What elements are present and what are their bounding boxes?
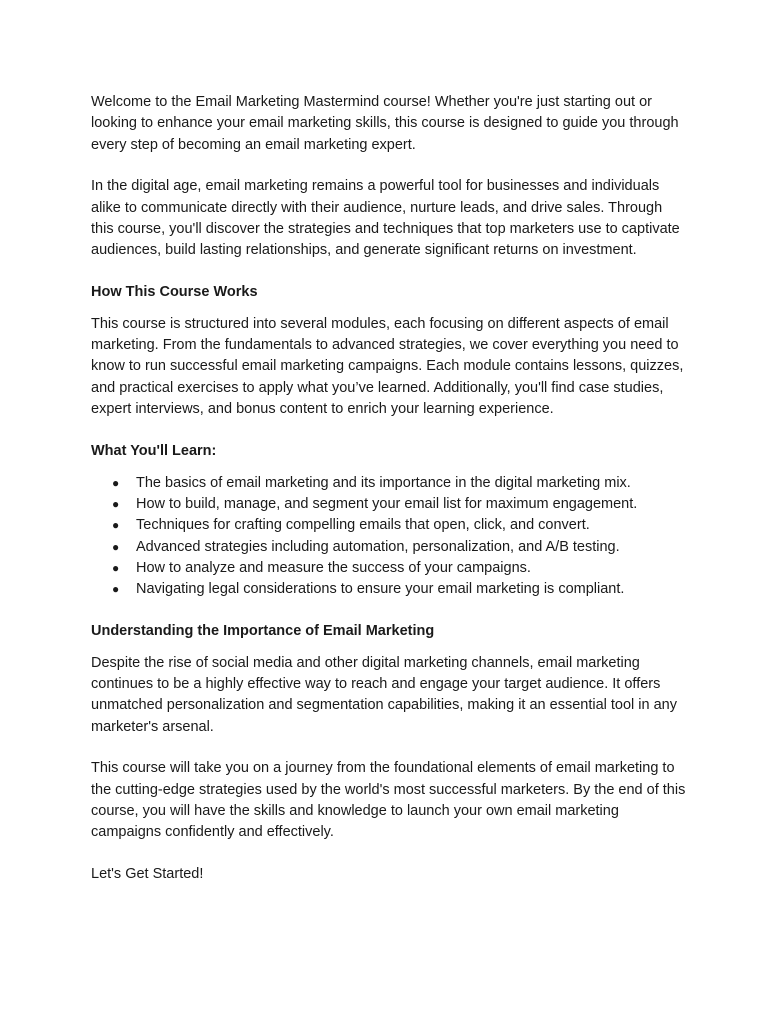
list-item-text: How to analyze and measure the success of your campaigns. xyxy=(136,559,531,576)
intro-paragraph-1: Welcome to the Email Marketing Mastermind course! Whether you're just starting out or looking to enhance your email marketing skills, this course is designed to guide you through every step of becoming an email marketing expert. xyxy=(91,94,679,153)
bullet-icon: ● xyxy=(112,539,120,554)
list-item xyxy=(91,473,686,494)
bullet-icon: ● xyxy=(112,560,120,575)
importance-body-1: Despite the rise of social media and other digital marketing channels, email marketing continues to be a highly effective way to reach and engage your target audience. It offers unmatched personalization and segmentation capabilities, making it an essential tool in any marketer's arsenal. xyxy=(91,654,677,735)
document-page xyxy=(91,92,686,906)
importance-body-2: This course will take you on a journey from the foundational elements of email marketing to the cutting-edge strategies used by the world's most successful marketers. By the end of this course, you will have the skills and knowledge to launch your own email marketing campaigns confidently and effectively. xyxy=(91,760,686,841)
how-it-works-heading: How This Course Works xyxy=(91,284,258,301)
list-item-text: Navigating legal considerations to ensure your email marketing is compliant. xyxy=(136,581,625,598)
bullet-icon: ● xyxy=(112,582,120,597)
list-item xyxy=(91,515,686,536)
list-item-text: Techniques for crafting compelling emails that open, click, and convert. xyxy=(136,517,590,534)
list-item xyxy=(91,558,686,579)
bullet-icon: ● xyxy=(112,496,120,511)
closing-line: Let's Get Started! xyxy=(91,866,204,883)
list-item-text: Advanced strategies including automation, personalization, and A/B testing. xyxy=(136,538,620,555)
learn-list xyxy=(91,473,686,601)
list-item xyxy=(91,494,686,515)
list-item xyxy=(91,537,686,558)
list-item-text: The basics of email marketing and its importance in the digital marketing mix. xyxy=(136,474,631,491)
intro-paragraph-2: In the digital age, email marketing remains a powerful tool for businesses and individuals alike to communicate directly with their audience, nurture leads, and drive sales. Through this course, you'll discover the strategies and techniques that top marketers use to captivate audiences, build lasting relationships, and generate significant returns on investment. xyxy=(91,178,680,259)
what-you-learn-heading: What You'll Learn: xyxy=(91,442,217,459)
bullet-icon: ● xyxy=(112,475,120,490)
list-item xyxy=(91,579,686,600)
importance-heading: Understanding the Importance of Email Marketing xyxy=(91,622,435,639)
how-it-works-body: This course is structured into several modules, each focusing on different aspects of email marketing. From the fundamentals to advanced strategies, we cover everything you need to know to run successful email marketing campaigns. Each module contains lessons, quizzes, and practical exercises to apply what you’ve learned. Additionally, you'll find case studies, expert interviews, and bonus content to enrich your learning experience. xyxy=(91,315,684,418)
bullet-icon: ● xyxy=(112,518,120,533)
list-item-text: How to build, manage, and segment your email list for maximum engagement. xyxy=(136,495,638,512)
